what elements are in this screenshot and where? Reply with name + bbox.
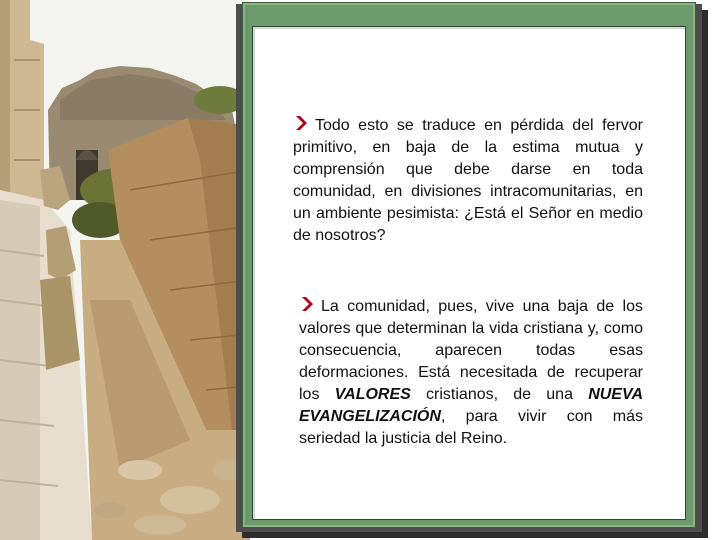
emphasis-valores: VALORES <box>334 386 411 403</box>
red-chevron-bullet-icon <box>299 296 315 312</box>
ruins-photo <box>0 0 250 540</box>
paragraph-2 <box>299 296 643 450</box>
paragraph-2-text-before: La comunidad, pues, vive una baja de los valores que determinan la vida cristiana y, como consecuencia, aparecen todas esas deformaciones. Está necesitada de recuperar los <box>299 298 643 403</box>
paragraph-1-text: Todo esto se traduce en pérdida del fervor primitivo, en baja de la estima mutua y comprensión que debe darse en toda comunidad, en divisiones intracomunitarias, en un ambiente pesimista: ¿Está el Señor en medio de nosotros? <box>293 117 643 244</box>
paragraph-1 <box>293 115 643 247</box>
emphasis-nueva-evangelizacion: NUEVA EVANGELIZACIÓN <box>299 386 644 425</box>
red-chevron-bullet-icon <box>293 115 309 131</box>
paragraph-2-text-after: , para vivir con más seriedad la justicia del Reino. <box>299 408 643 447</box>
paragraph-2-text-middle: cristianos, de una <box>410 386 589 403</box>
